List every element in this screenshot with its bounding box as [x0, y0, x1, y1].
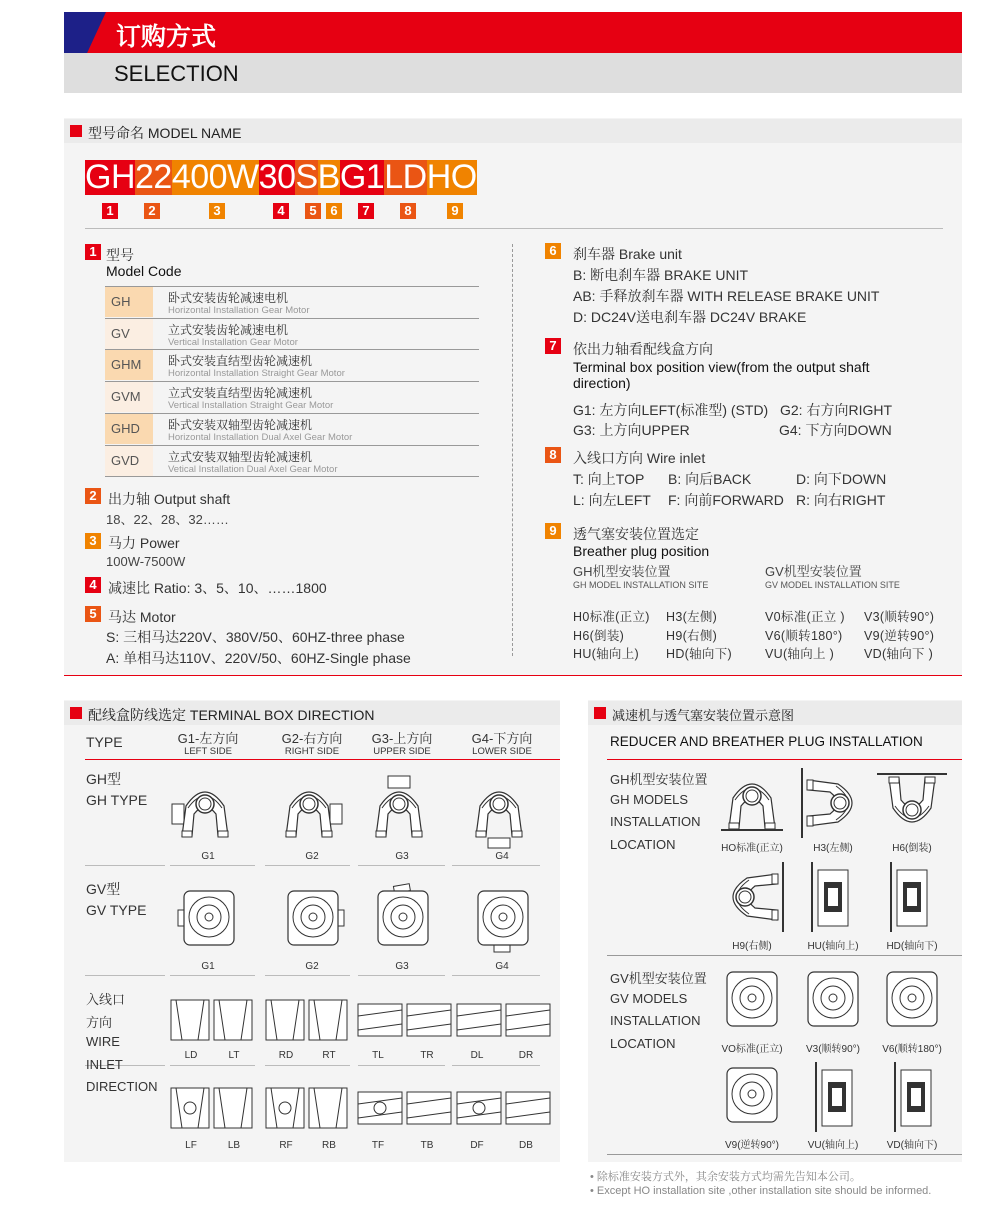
gh-site-cn: GH机型安装位置 [573, 564, 671, 579]
segment-number: 9 [447, 203, 463, 219]
gh-type-label: GH TYPE [86, 792, 148, 808]
model-desc-en: Vertical Installation Gear Motor [168, 336, 298, 348]
s9-title: 透气塞安装位置选定 [573, 526, 699, 542]
wire-inlet-drawing [406, 996, 452, 1044]
model-row [105, 445, 479, 476]
column-header: G4-下方向 [471, 731, 533, 746]
column-subheader: LEFT SIDE [184, 746, 232, 757]
gh-item-label: G3 [395, 851, 409, 862]
wire-inlet-drawing [505, 996, 551, 1044]
gv-breather-label: VO标准(正立) [721, 1044, 783, 1055]
s5-three-phase: S: 三相马达220V、380V/50、60HZ-three phase [106, 629, 405, 645]
gh-terminal-drawing [364, 776, 436, 850]
gh-type-label: GH型 [86, 771, 121, 787]
header-divider [85, 759, 560, 760]
gh-models-label: INSTALLATION [610, 814, 701, 830]
column-subheader: UPPER SIDE [373, 746, 431, 757]
row-divider [85, 975, 165, 976]
divider [85, 228, 943, 229]
gh-breather-label: H6(倒装) [892, 843, 932, 854]
wire-inlet-code: RF [279, 1140, 293, 1151]
wire-inlet-drawing [170, 996, 216, 1044]
s1-title: 型号 [106, 247, 134, 263]
wire-inlet-drawing [265, 996, 311, 1044]
gv-terminal-drawing [282, 885, 346, 955]
wire-inlet-code: RD [278, 1050, 294, 1061]
note-cn: • 除标准安装方式外，其余安装方式均需先告知本公司。 [590, 1171, 861, 1183]
red-square-icon [70, 707, 82, 719]
segment-number: 1 [102, 203, 118, 219]
gv-type-label: GV TYPE [86, 902, 147, 918]
page-title: 订购方式 [116, 23, 217, 51]
code-segment: GH [85, 158, 135, 196]
s5-title: 马达 Motor [108, 609, 176, 625]
row-divider [358, 1065, 445, 1066]
s6-title: 刹车器 Brake unit [573, 246, 682, 262]
model-desc-en: Horizontal Installation Dual Axel Gear Motor [168, 431, 353, 443]
model-code: GHM [105, 350, 153, 380]
row-divider [358, 865, 445, 866]
breather-option: VD(轴向下 ) [864, 647, 934, 661]
wire-inlet-drawing [505, 1084, 551, 1132]
breather-option: H6(倒装) [573, 628, 625, 643]
gv-breather-label: V9(逆转90°) [724, 1140, 779, 1151]
s7-desc: direction) [573, 375, 631, 391]
wire-inlet-code: TF [371, 1140, 385, 1151]
gh-terminal-drawing [464, 776, 536, 850]
code-segment: 30 [258, 158, 296, 196]
row-divider [358, 975, 445, 976]
title-bar [64, 12, 962, 53]
wire-inlet-drawing [170, 1084, 216, 1132]
wire-inlet-code: RB [322, 1140, 336, 1151]
s7-g4: G4: 下方向DOWN [779, 422, 892, 438]
breather-option: V9(逆转90°) [864, 628, 935, 643]
wire-inlet-label: WIRE [86, 1034, 120, 1049]
breather-option: HD(轴向下) [666, 647, 732, 661]
wire-inlet-label: DIRECTION [86, 1079, 158, 1094]
wire-inlet-code: LB [227, 1140, 241, 1151]
s1-subtitle: Model Code [106, 263, 182, 279]
wire-inlet-code: DF [470, 1140, 484, 1151]
wire-inlet-label: INLET [86, 1056, 123, 1072]
page-subtitle: SELECTION [114, 61, 239, 86]
model-row [105, 318, 479, 349]
gh-breather-label: H9(右侧) [732, 941, 772, 952]
wire-inlet-drawing [357, 996, 403, 1044]
wire-inlet-code: LD [184, 1050, 198, 1061]
model-desc-cn: 立式安装直结型齿轮减速机 [168, 386, 313, 401]
wire-inlet-code: DR [518, 1050, 534, 1061]
row-divider [452, 975, 540, 976]
gv-breather-label: VU(轴向上) [807, 1140, 859, 1151]
gh-models-label: LOCATION [610, 837, 676, 853]
row-divider [170, 865, 255, 866]
code-segment: S [295, 158, 318, 196]
s7-title: 依出力轴看配线盒方向 [573, 341, 713, 357]
column-subheader: LOWER SIDE [472, 746, 532, 757]
model-desc-en: Horizontal Installation Gear Motor [168, 305, 310, 316]
model-code: GVM [105, 382, 153, 412]
wire-inlet-drawing [308, 1084, 354, 1132]
gv-terminal-drawing [372, 885, 436, 955]
s6-line: AB: 手释放刹车器 WITH RELEASE BRAKE UNIT [573, 288, 880, 304]
s3-value: 100W-7500W [106, 554, 186, 569]
wire-inlet-code: LF [185, 1140, 197, 1151]
badge-5: 5 [85, 606, 101, 622]
segment-number: 6 [326, 203, 342, 219]
s6-line: D: DC24V送电刹车器 DC24V BRAKE [573, 309, 807, 325]
model-name-header [64, 119, 962, 143]
gh-breather-drawing [717, 768, 787, 838]
wire-inlet-label: 入线口 [86, 992, 126, 1007]
header-divider [607, 759, 962, 760]
breather-option: H0标准(正立) [573, 610, 650, 624]
badge-6: 6 [545, 243, 561, 259]
s8-title: 入线口方向 Wire inlet [573, 450, 706, 466]
model-desc-cn: 立式安装齿轮减速电机 [168, 322, 289, 337]
red-square-icon [70, 125, 82, 137]
section-divider [64, 675, 962, 676]
wire-inlet-code: RT [322, 1050, 336, 1061]
breather-option: V3(顺转90°) [864, 610, 935, 624]
wire-inlet-code: DL [470, 1050, 484, 1061]
wire-inlet-drawing [456, 1084, 502, 1132]
model-code: GVD [105, 446, 153, 476]
terminal-box-header [64, 701, 560, 725]
column-subheader: RIGHT SIDE [284, 746, 340, 757]
wire-inlet-drawing [213, 996, 259, 1044]
segment-number: 2 [144, 203, 160, 219]
column-header: G2-右方向 [281, 731, 343, 746]
wire-inlet-option: F: 向前FORWARD [668, 491, 784, 508]
gv-models-label: LOCATION [610, 1036, 676, 1052]
column-divider [512, 244, 513, 656]
row-divider [452, 1065, 540, 1066]
row-divider [607, 1154, 962, 1155]
gh-breather-label: HD(轴向下) [886, 941, 938, 952]
breather-option: V0标准(正立 ) [765, 610, 845, 624]
segment-number: 5 [305, 203, 321, 219]
gh-breather-label: HU(轴向上) [807, 941, 859, 952]
gv-breather-label: V6(顺转180°) [882, 1044, 942, 1055]
gv-item-label: G4 [495, 961, 509, 972]
code-segment: B [317, 158, 340, 196]
gv-breather-drawing [802, 1062, 866, 1132]
badge-4: 4 [85, 577, 101, 593]
wire-inlet-code: LT [228, 1050, 240, 1061]
wire-inlet-code: TL [372, 1050, 384, 1061]
wire-inlet-option: R: 向右RIGHT [796, 491, 886, 508]
gh-breather-drawing [798, 768, 868, 838]
wire-inlet-option: D: 向下DOWN [796, 471, 887, 487]
gv-site-cn: GV机型安装位置 [765, 564, 862, 579]
badge-7: 7 [545, 338, 561, 354]
gv-breather-drawing [881, 966, 945, 1036]
segment-number: 3 [209, 203, 225, 219]
wire-inlet-option: L: 向左LEFT [573, 491, 651, 508]
gh-breather-drawing [877, 862, 947, 932]
wire-inlet-option: T: 向上TOP [573, 471, 645, 487]
model-desc-cn: 卧式安装齿轮减速电机 [168, 291, 289, 305]
segment-number: 4 [273, 203, 289, 219]
badge-8: 8 [545, 447, 561, 463]
gv-breather-label: VD(轴向下) [886, 1140, 938, 1151]
model-code: GV [105, 319, 153, 349]
gv-site-en: GV MODEL INSTALLATION SITE [765, 580, 900, 590]
note-en: • Except HO installation site ,other installation site should be informed. [590, 1185, 932, 1197]
wire-inlet-drawing [265, 1084, 311, 1132]
model-row [105, 413, 479, 444]
breather-header [588, 701, 962, 725]
code-segment: LD [384, 158, 427, 196]
s3-title: 马力 Power [108, 535, 180, 551]
s7-g1: G1: 左方向LEFT(标准型) (STD) [573, 402, 769, 418]
s7-desc: Terminal box position view(from the output shaft [573, 359, 870, 375]
s5-single-phase: A: 单相马达110V、220V/50、60HZ-Single phase [106, 650, 411, 666]
row-divider [170, 975, 255, 976]
gv-item-label: G2 [305, 961, 319, 972]
gh-breather-label: HO标准(正立) [721, 843, 783, 854]
type-label: TYPE [86, 734, 123, 750]
wire-inlet-code: TR [420, 1050, 434, 1061]
section-title: 减速机与透气塞安装位置示意图 [612, 708, 795, 723]
wire-inlet-drawing [357, 1084, 403, 1132]
gv-breather-label: V3(顺转90°) [805, 1044, 860, 1055]
column-header: G3-上方向 [371, 731, 433, 746]
code-segment: G1 [339, 158, 385, 196]
gh-item-label: G1 [201, 851, 215, 862]
table-bottom-line [105, 476, 479, 477]
code-segment: HO [426, 158, 477, 196]
gv-breather-drawing [721, 1062, 785, 1132]
s4-title: 减速比 Ratio: 3、5、10、……1800 [108, 580, 327, 596]
model-desc-cn: 卧式安装双轴型齿轮减速机 [168, 417, 313, 432]
wire-inlet-code: DB [519, 1140, 533, 1151]
model-row [105, 381, 479, 412]
gv-breather-drawing [802, 966, 866, 1036]
code-segment: 400W [171, 158, 259, 196]
s2-value: 18、22、28、32…… [106, 512, 229, 527]
breather-option: HU(轴向上) [573, 647, 639, 661]
gv-breather-drawing [881, 1062, 945, 1132]
gv-terminal-drawing [178, 885, 242, 955]
s7-g3: G3: 上方向UPPER [573, 422, 690, 438]
s6-line: B: 断电刹车器 BRAKE UNIT [573, 267, 749, 283]
row-divider [170, 1065, 255, 1066]
gv-type-label: GV型 [86, 881, 121, 897]
gh-breather-drawing [877, 768, 947, 838]
row-divider [265, 1065, 350, 1066]
wire-inlet-drawing [213, 1084, 259, 1132]
subtitle-bar [64, 53, 962, 93]
breather-option: H3(左侧) [666, 610, 718, 624]
gv-models-label: GV MODELS [610, 990, 688, 1006]
red-square-icon [594, 707, 606, 719]
section-title: 配线盒防线选定 TERMINAL BOX DIRECTION [88, 707, 375, 723]
gh-item-label: G4 [495, 851, 509, 862]
gh-item-label: G2 [305, 851, 319, 862]
model-code: GH [105, 287, 153, 317]
row-divider [265, 865, 350, 866]
badge-1: 1 [85, 244, 101, 260]
gh-models-label: GH MODELS [610, 791, 689, 807]
row-divider [607, 955, 962, 956]
gv-item-label: G3 [395, 961, 409, 972]
gh-terminal-drawing [274, 776, 346, 850]
gh-breather-drawing [798, 862, 868, 932]
model-row [105, 286, 479, 317]
wire-inlet-drawing [406, 1084, 452, 1132]
gv-breather-drawing [721, 966, 785, 1036]
wire-inlet-label: 方向 [86, 1014, 113, 1030]
segment-number: 7 [358, 203, 374, 219]
breather-subtitle: REDUCER AND BREATHER PLUG INSTALLATION [610, 734, 923, 749]
s2-title: 出力轴 Output shaft [108, 491, 231, 507]
gh-models-label: GH机型安装位置 [610, 772, 708, 787]
wire-inlet-drawing [308, 996, 354, 1044]
title-accent [64, 12, 106, 53]
gv-models-label: GV机型安装位置 [610, 971, 707, 986]
gv-terminal-drawing [472, 885, 536, 955]
wire-inlet-option: B: 向后BACK [668, 471, 752, 487]
gv-item-label: G1 [201, 961, 215, 972]
model-desc-en: Vetical Installation Dual Axel Gear Motor [168, 463, 338, 475]
breather-option: H9(右侧) [666, 628, 718, 643]
segment-number: 8 [400, 203, 416, 219]
breather-option: V6(顺转180°) [765, 628, 843, 643]
row-divider [85, 865, 165, 866]
column-header: G1-左方向 [177, 731, 239, 746]
breather-option: VU(轴向上 ) [765, 647, 835, 661]
model-code-example [85, 160, 477, 195]
model-desc-en: Vertical Installation Straight Gear Motor [168, 400, 334, 412]
s7-g2: G2: 右方向RIGHT [780, 402, 893, 418]
model-desc-en: Horizontal Installation Straight Gear Motor [168, 368, 345, 380]
gv-models-label: INSTALLATION [610, 1013, 701, 1029]
gh-terminal-drawing [170, 776, 242, 850]
model-desc-cn: 立式安装双轴型齿轮减速机 [168, 449, 313, 464]
wire-inlet-drawing [456, 996, 502, 1044]
wire-inlet-code: TB [420, 1140, 434, 1151]
badge-9: 9 [545, 523, 561, 539]
model-row [105, 349, 479, 380]
row-divider [265, 975, 350, 976]
code-segment: 22 [135, 158, 172, 196]
section-title: 型号命名 MODEL NAME [88, 125, 242, 141]
gh-breather-drawing [717, 862, 787, 932]
gh-breather-label: H3(左侧) [813, 843, 853, 854]
badge-3: 3 [85, 533, 101, 549]
model-code: GHD [105, 414, 153, 444]
s9-subtitle: Breather plug position [573, 543, 710, 559]
model-desc-cn: 卧式安装直结型齿轮减速机 [168, 354, 313, 369]
gh-site-en: GH MODEL INSTALLATION SITE [573, 580, 709, 590]
row-divider [452, 865, 540, 866]
badge-2: 2 [85, 488, 101, 504]
